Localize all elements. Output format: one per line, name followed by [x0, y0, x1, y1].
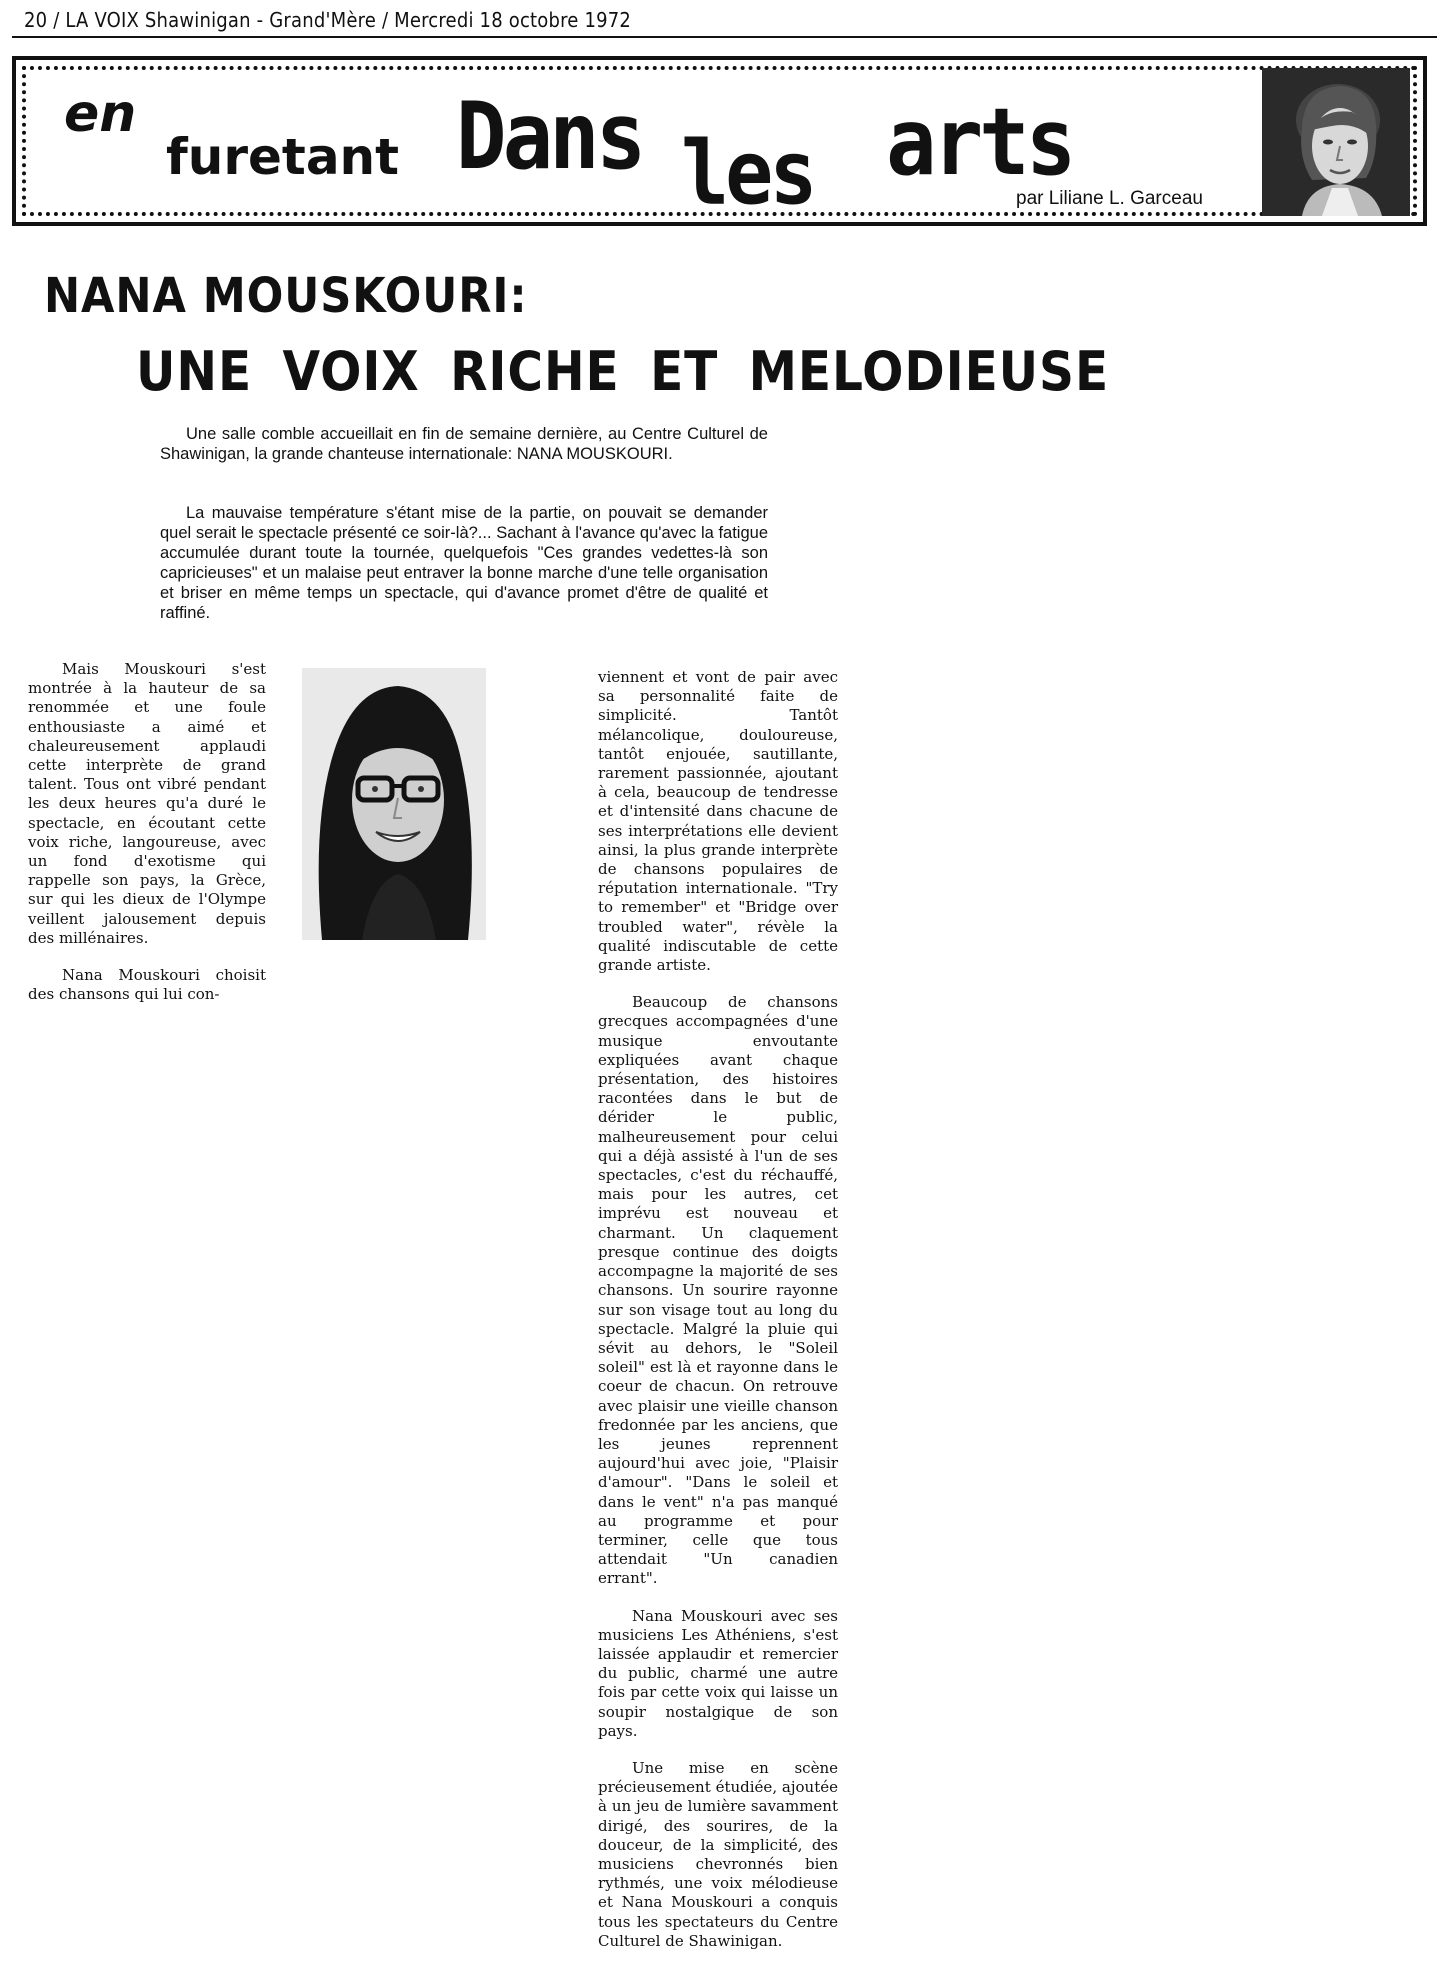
intro-paragraph-1: Une salle comble accueillait en fin de semaine dernière, au Centre Culturel de Shawinigan, la grande chanteuse internationale: NANA MOUSKOURI. — [160, 425, 768, 463]
singer-photo — [302, 668, 486, 940]
banner-word-furetant: furetant — [166, 128, 400, 186]
author-portrait-drawing — [1262, 68, 1410, 216]
article-column-right — [598, 668, 838, 1969]
headline-line-2: UNE VOIX RICHE ET MELODIEUSE — [136, 340, 1110, 403]
author-portrait — [1262, 68, 1410, 216]
column-banner — [12, 56, 1427, 226]
paragraph: viennent et vont de pair avec sa personnalité faite de simplicité. Tantôt mélancolique, douloureuse, tantôt enjouée, sautillante, rarement passionnée, ajoutant à cela, beaucoup de tendresse et d'intensité dans chacune de ses interprétations elle devient ainsi, la plus grande interprète de chansons populaires de réputation internationale. "Try to remember" et "Bridge over troubled water", révèle la qualité indiscutable de cette grande artiste. — [598, 668, 838, 975]
banner-word-les: les — [681, 122, 814, 225]
intro-paragraph-2: La mauvaise température s'étant mise de la partie, on pouvait se demander quel serait le spectacle présenté ce soir-là?... Sachant à l'avance qu'avec la fatigue accumulée durant toute la tournée, quelquefois "Ces grandes vedettes-là son capricieuses" et un malaise peut entraver la bonne marche d'une telle organisation et briser en même temps un spectacle, qui d'avance promet d'être de qualité et raffiné. — [160, 504, 768, 622]
article-column-left — [28, 660, 266, 1022]
banner-word-dans: Dans — [456, 82, 643, 191]
paragraph: Nana Mouskouri choisit des chansons qui lui con- — [28, 966, 266, 1004]
folio-rule — [12, 36, 1437, 38]
headline-line-1: NANA MOUSKOURI: — [44, 268, 528, 324]
banner-word-en: en — [64, 84, 137, 144]
author-byline: par Liliane L. Garceau — [1016, 188, 1203, 209]
page-folio: 20 / LA VOIX Shawinigan - Grand'Mère / Mercredi 18 octobre 1972 — [24, 8, 632, 32]
banner-word-arts: arts — [886, 88, 1073, 197]
paragraph: Nana Mouskouri avec ses musiciens Les Athéniens, s'est laissée applaudir et remercier du public, charmé une autre fois par cette voix qui laisse un soupir nostalgique de son pays. — [598, 1606, 838, 1740]
singer-photo-drawing — [302, 668, 486, 940]
paragraph: Une mise en scène précieusement étudiée, ajoutée à un jeu de lumière savamment dirigé, des sourires, de la douceur, de la simplicité, des musiciens chevronnés bien rythmés, une voix mélodieuse et Nana Mouskouri a conquis tous les spectateurs du Centre Culturel de Shawinigan. — [598, 1758, 838, 1950]
paragraph: Mais Mouskouri s'est montrée à la hauteur de sa renommée et une foule enthousiaste a aimé et chaleureusement applaudi cette interprète de grand talent. Tous ont vibré pendant les deux heures qu'a duré le spectacle, en écoutant cette voix riche, langoureuse, avec un fond d'exotisme qui rappelle son pays, la Grèce, sur qui les dieux de l'Olympe veillent jalousement depuis des millénaires. — [28, 660, 266, 947]
paragraph: Beaucoup de chansons grecques accompagnées d'une musique envoutante expliquées avant chaque présentation, des histoires racontées dans le but de dérider le public, malheureusement pour celui qui a déjà assisté à l'un de ses spectacles, c'est du réchauffé, mais pour les autres, cet imprévu est nouveau et charmant. Un claquement presque continue des doigts accompagne la majorité de ses chansons. Un sourire rayonne sur son visage tout au long du spectacle. Malgré la pluie qui sévit au dehors, le "Soleil soleil" est là et rayonne dans le coeur de chacun. On retrouve avec plaisir une vieille chanson fredonnée par les anciens, que les jeunes reprennent aujourd'hui avec joie, "Plaisir d'amour". "Dans le soleil et dans le vent" n'a pas manqué au programme et pour terminer, celle que tous attendait "Un canadien errant". — [598, 993, 838, 1588]
